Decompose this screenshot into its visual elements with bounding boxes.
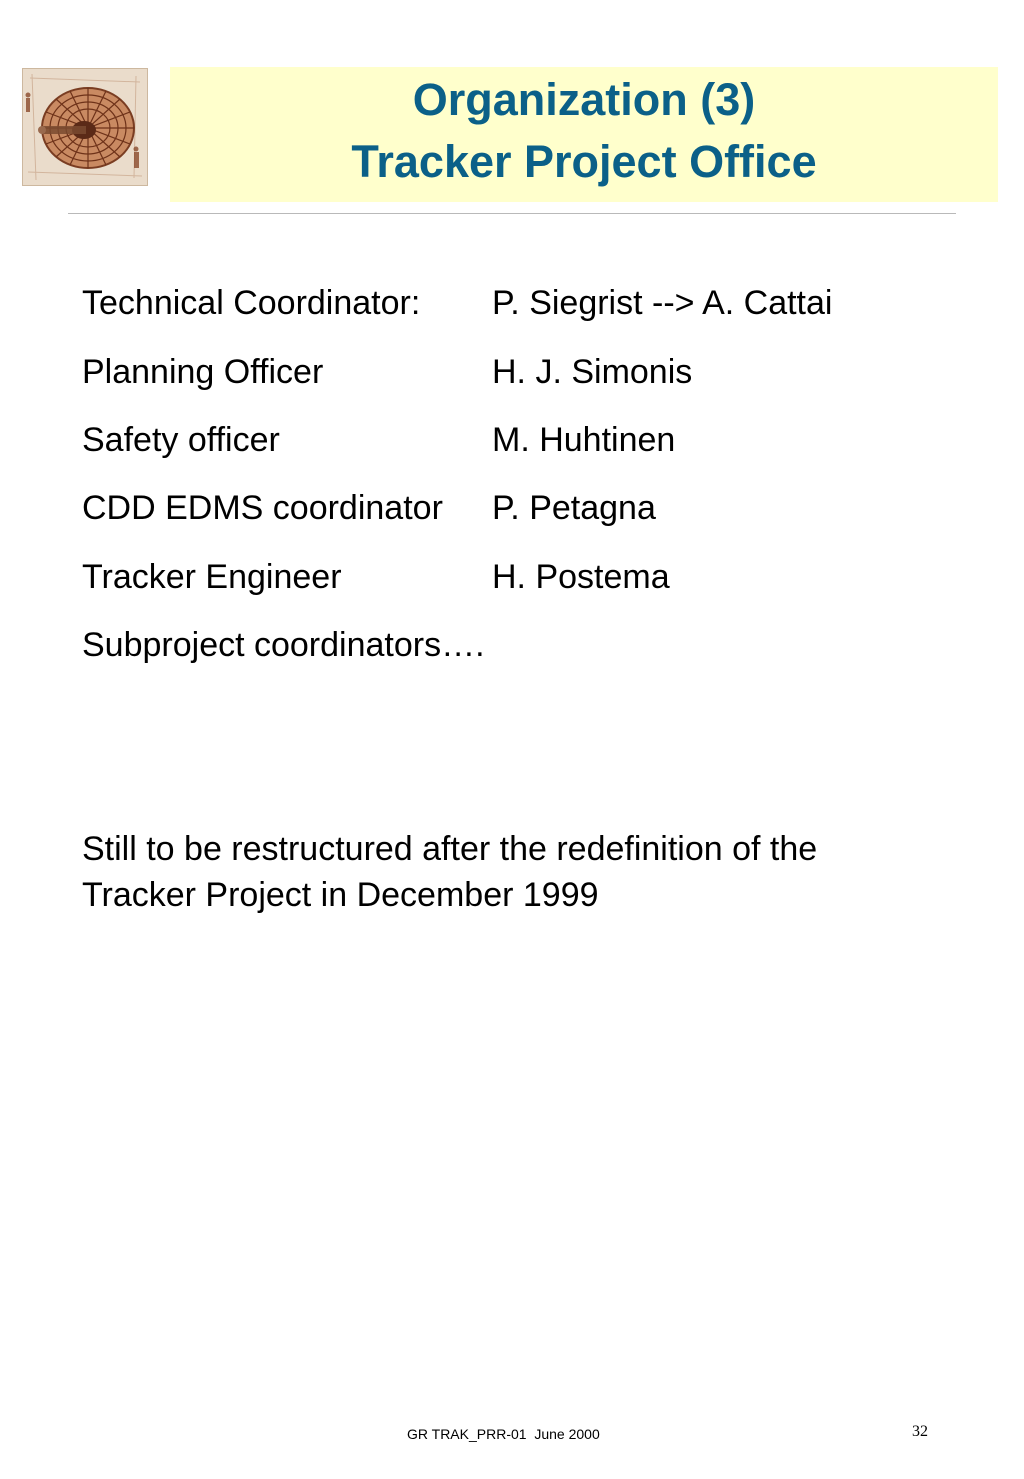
page-number: 32 (912, 1423, 928, 1440)
roster-role: Safety officer (82, 421, 280, 459)
roster-name: P. Petagna (492, 489, 656, 527)
note-line-2: Tracker Project in December 1999 (82, 876, 599, 914)
roster-name: P. Siegrist --> A. Cattai (492, 284, 833, 322)
tracker-detector-icon (22, 68, 148, 186)
roster-name: H. Postema (492, 558, 670, 596)
restructure-note (82, 826, 817, 918)
slide-title-line-2: Tracker Project Office (351, 136, 817, 187)
footer-text: GR TRAK_PRR-01 June 2000 (407, 1426, 600, 1442)
note-line-1: Still to be restructured after the redefinition of the (82, 830, 818, 868)
roster-role: Technical Coordinator: (82, 284, 421, 322)
roster-role: Subproject coordinators…. (82, 626, 485, 664)
slide-title-line-1: Organization (3) (412, 74, 756, 125)
roster-name: H. J. Simonis (492, 353, 693, 391)
title-divider (68, 213, 956, 214)
roster-role: Tracker Engineer (82, 558, 342, 596)
roster-name: M. Huhtinen (492, 421, 676, 459)
roster-role: Planning Officer (82, 353, 324, 391)
roster-role: CDD EDMS coordinator (82, 489, 443, 527)
